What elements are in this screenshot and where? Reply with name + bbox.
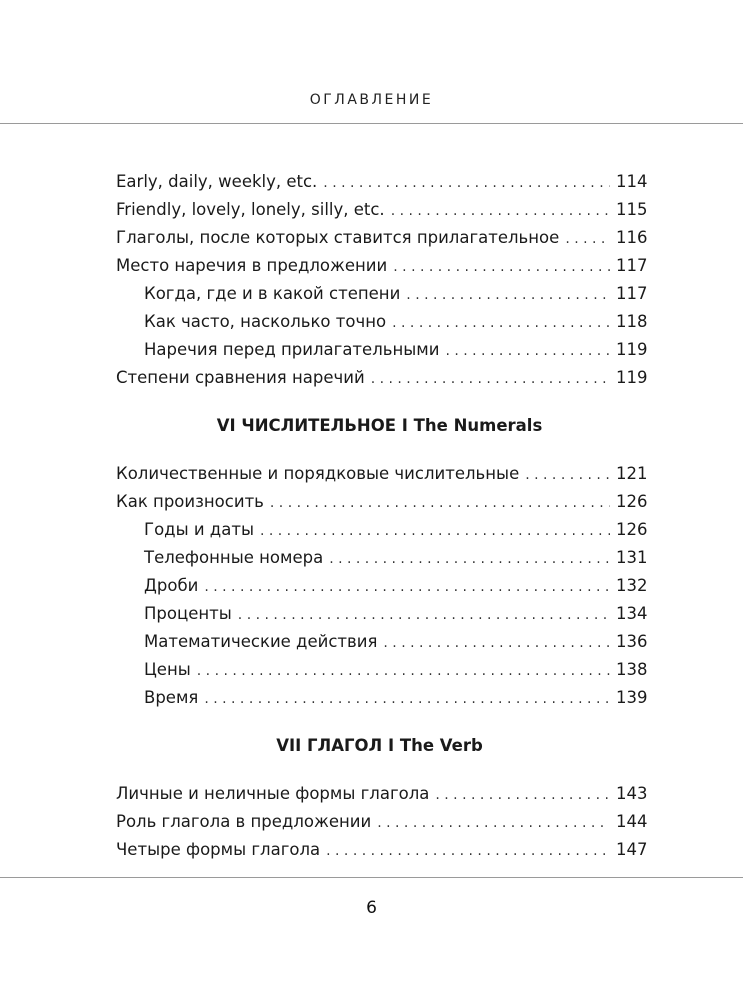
- dot-leader: [391, 197, 610, 225]
- dot-leader: [204, 685, 610, 713]
- dot-leader: [197, 657, 610, 685]
- running-head: ОГЛАВЛЕНИЕ: [309, 92, 434, 108]
- dot-leader: [238, 601, 610, 629]
- dot-leader: [260, 517, 610, 545]
- dot-leader: [392, 309, 610, 337]
- toc-entry: [116, 780, 646, 808]
- toc-section-verb: [116, 780, 646, 864]
- toc-entry-title: Телефонные номера: [144, 548, 324, 567]
- toc-entry-page: 126: [616, 492, 648, 511]
- dot-leader: [323, 169, 610, 197]
- dot-leader: [270, 489, 610, 517]
- toc-entry: [116, 336, 646, 364]
- table-of-contents: [116, 168, 646, 864]
- toc-entry: [116, 488, 646, 516]
- toc-entry-page: 144: [616, 812, 648, 831]
- dot-leader: [525, 461, 610, 489]
- toc-section-numerals: [116, 460, 646, 712]
- bottom-rule: [0, 877, 743, 878]
- toc-entry: [116, 460, 646, 488]
- toc-entry: [116, 516, 646, 544]
- toc-entry-title: Математические действия: [144, 632, 378, 651]
- toc-entry-page: 139: [616, 688, 648, 707]
- toc-entry-title: Степени сравнения наречий: [116, 368, 365, 387]
- toc-entry-page: 119: [616, 368, 648, 387]
- toc-entry: [116, 572, 646, 600]
- toc-entry-page: 114: [616, 172, 648, 191]
- dot-leader: [204, 573, 610, 601]
- toc-entry-page: 126: [616, 520, 648, 539]
- toc-entry-title: Friendly, lovely, lonely, silly, etc.: [116, 200, 385, 219]
- toc-entry-page: 119: [616, 340, 648, 359]
- toc-entry-title: Когда, где и в какой степени: [144, 284, 401, 303]
- toc-entry-title: Глаголы, после которых ставится прилагательное: [116, 228, 560, 247]
- toc-entry: [116, 684, 646, 712]
- toc-entry: [116, 364, 646, 392]
- toc-entry-page: 117: [616, 284, 648, 303]
- toc-entry: [116, 196, 646, 224]
- page-number: 6: [366, 898, 377, 918]
- dot-leader: [435, 781, 610, 809]
- toc-entry-title: Личные и неличные формы глагола: [116, 784, 430, 803]
- toc-entry-title: Проценты: [144, 604, 232, 623]
- toc-entry: [116, 224, 646, 252]
- toc-entry-page: 138: [616, 660, 648, 679]
- toc-entry-title: Early, daily, weekly, etc.: [116, 172, 318, 191]
- dot-leader: [377, 809, 610, 837]
- toc-entry-title: Место наречия в предложении: [116, 256, 388, 275]
- toc-entry-title: Наречия перед прилагательными: [144, 340, 440, 359]
- dot-leader: [565, 225, 610, 253]
- dot-leader: [393, 253, 610, 281]
- toc-entry-page: 121: [616, 464, 648, 483]
- toc-entry-title: Как часто, насколько точно: [144, 312, 387, 331]
- toc-entry: [116, 600, 646, 628]
- dot-leader: [406, 281, 610, 309]
- toc-entry-title: Дроби: [144, 576, 199, 595]
- toc-entry-title: Цены: [144, 660, 191, 679]
- toc-entry-page: 136: [616, 632, 648, 651]
- toc-entry: [116, 168, 646, 196]
- toc-entry: [116, 656, 646, 684]
- toc-entry-page: 131: [616, 548, 648, 567]
- toc-entry-title: Годы и даты: [144, 520, 254, 539]
- toc-entry-page: 115: [616, 200, 648, 219]
- toc-entry-page: 117: [616, 256, 648, 275]
- toc-entry: [116, 836, 646, 864]
- top-rule: [0, 123, 743, 124]
- toc-entry-page: 132: [616, 576, 648, 595]
- toc-entry: [116, 544, 646, 572]
- toc-entry-title: Роль глагола в предложении: [116, 812, 372, 831]
- toc-entry-title: Количественные и порядковые числительные: [116, 464, 520, 483]
- toc-entry-page: 118: [616, 312, 648, 331]
- toc-entry: [116, 252, 646, 280]
- dot-leader: [329, 545, 610, 573]
- toc-entry-page: 116: [616, 228, 648, 247]
- toc-section-adverbs: [116, 168, 646, 392]
- toc-entry-title: Как произносить: [116, 492, 264, 511]
- chapter-heading-verb: VII ГЛАГОЛ I The Verb: [276, 736, 483, 755]
- toc-entry: [116, 628, 646, 656]
- dot-leader: [445, 337, 610, 365]
- toc-entry-page: 147: [616, 840, 648, 859]
- toc-entry: [116, 280, 646, 308]
- toc-entry-page: 143: [616, 784, 648, 803]
- dot-leader: [383, 629, 610, 657]
- toc-entry-title: Четыре формы глагола: [116, 840, 321, 859]
- dot-leader: [371, 365, 610, 393]
- dot-leader: [326, 837, 610, 865]
- chapter-heading-numerals: VI ЧИСЛИТЕЛЬНОЕ I The Numerals: [216, 416, 543, 435]
- toc-entry: [116, 308, 646, 336]
- toc-entry-page: 134: [616, 604, 648, 623]
- toc-entry-title: Время: [144, 688, 199, 707]
- toc-entry: [116, 808, 646, 836]
